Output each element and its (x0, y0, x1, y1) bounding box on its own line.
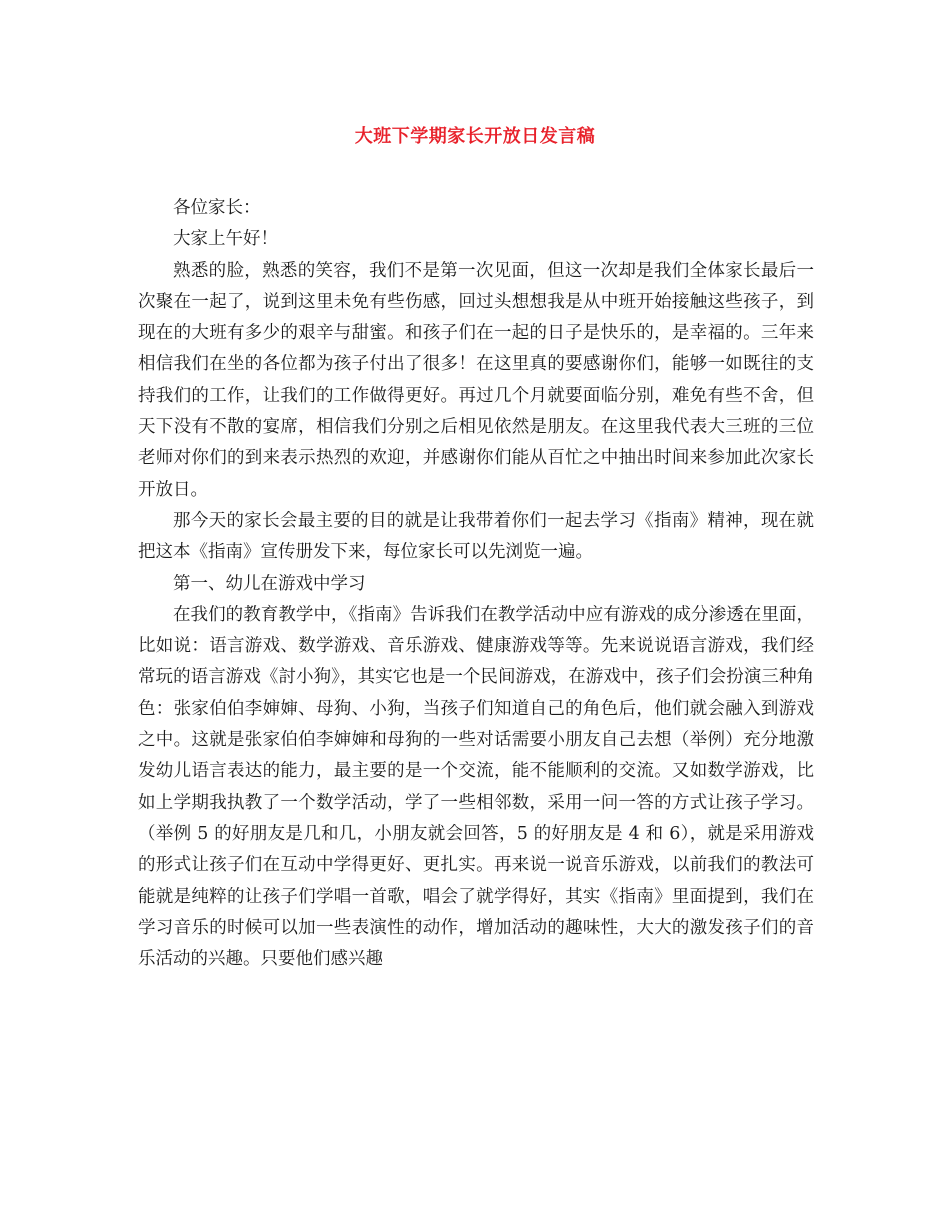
section-heading: 第一、幼儿在游戏中学习 (173, 573, 366, 594)
greeting: 大家上午好！ (173, 229, 278, 250)
salutation: 各位家长： (173, 198, 261, 218)
document-title: 大班下学期家长开放日发言稿 (354, 126, 596, 147)
paragraph-purpose: 那今天的家长会最主要的目的就是让我带着你们一起去学习《指南》精神，现在就把这本《指南》宣传册发下来，每位家长可以先浏览一遍。 (138, 510, 814, 563)
document-body (138, 193, 814, 975)
paragraph-games: 在我们的教育教学中，《指南》告诉我们在教学活动中应有游戏的成分渗透在里面，比如说：语言游戏、数学游戏、音乐游戏、健康游戏等等。先来说说语言游戏，我们经常玩的语言游戏《討小狗》，其实它也是一个民间游戏，在游戏中，孩子们会扮演三种角色：张家伯伯李婶婶、母狗、小狗，当孩子们知道自己的角色后，他们就会融入到游戏之中。这就是张家伯伯李婶婶和母狗的一些对话需要小朋友自己去想（举例）充分地激发幼儿语言表达的能力，最主要的是一个交流，能不能顺利的交流。又如数学游戏，比如上学期我执教了一个数学活动，学了一些相邻数，采用一问一答的方式让孩子学习。（举例 5 的好朋友是几和几，小朋友就会回答，5 的好朋友是 4 和 6），就是采用游戏的形式让孩子们在互动中学得更好、更扎实。再来说一说音乐游戏，以前我们的教法可能就是纯粹的让孩子们学唱一首歌，唱会了就学得好，其实《指南》里面提到，我们在学习音乐的时候可以加一些表演性的动作，增加活动的趣味性，大大的激发孩子们的音乐活动的兴趣。只要他们感兴趣 (138, 604, 814, 970)
paragraph-intro: 熟悉的脸，熟悉的笑容，我们不是第一次见面，但这一次却是我们全体家长最后一次聚在一起了，说到这里未免有些伤感，回过头想想我是从中班开始接触这些孩子，到现在的大班有多少的艰辛与甜蜜。和孩子们在一起的日子是快乐的，是幸福的。三年来相信我们在坐的各位都为孩子付出了很多！在这里真的要感谢你们，能够一如既往的支持我们的工作，让我们的工作做得更好。再过几个月就要面临分别，难免有些不舍，但天下没有不散的宴席，相信我们分别之后相见依然是朋友。在这里我代表大三班的三位老师对你们的到来表示热烈的欢迎，并感谢你们能从百忙之中抽出时间来参加此次家长开放日。 (138, 260, 814, 500)
